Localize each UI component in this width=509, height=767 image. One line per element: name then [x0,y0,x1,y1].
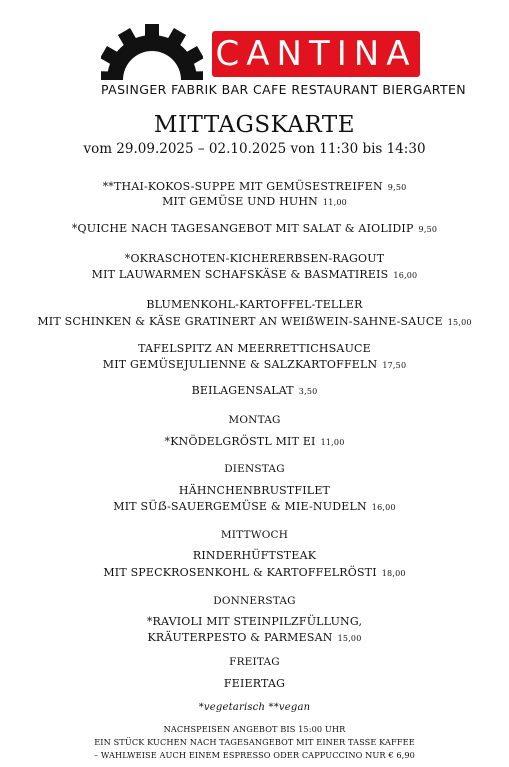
footer-line: – WAHLWEISE AUCH EINEM ESPRESSO ODER CAPPUCCINO NUR € 6,90 [94,750,415,760]
price: 16,00 [371,503,396,512]
price: 11,00 [323,198,347,207]
price: 9,50 [387,183,407,192]
menu-item-line: RINDERHÜFTSTEAK [192,549,317,562]
logo [0,0,509,110]
brand-name: CANTINA [215,34,417,74]
menu-item-line: HÄHNCHENBRUSTFILET [178,484,331,497]
menu-item-line: BEILAGENSALAT 3,50 [191,384,318,397]
price: 3,50 [298,387,318,396]
price: 15,00 [337,634,362,643]
footer-line: EIN STÜCK KUCHEN NACH TAGESANGEBOT MIT EINER TASSE KAFFEE [94,737,415,747]
menu-item-line: *QUICHE NACH TAGESANGEBOT MIT SALAT & AIOLIDIP 9,50 [71,222,438,235]
price: 16,00 [393,271,418,280]
menu-item-line: *OKRASCHOTEN-KICHERERBSEN-RAGOUT [124,252,385,265]
menu-item-line: MIT LAUWARMEN SCHAFSKÄSE & BASMATIREIS 16,00 [91,268,418,281]
price: 9,50 [418,225,438,234]
day-heading: MONTAG [228,414,281,426]
tagline: PASINGER FABRIK BAR CAFE RESTAURANT BIERGARTEN [101,82,467,97]
day-heading: DONNERSTAG [213,595,296,607]
menu-item-line: MIT SCHINKEN & KÄSE GRATINERT AN WEIẞWEIN-SAHNE-SAUCE 15,00 [37,315,472,328]
menu-item-line: BLUMENKOHL-KARTOFFEL-TELLER [146,298,363,311]
diet-legend: *vegetarisch **vegan [198,702,311,713]
price: 18,00 [381,569,406,578]
menu-item-line: MIT SPECKROSENKOHL & KARTOFFELRÖSTI 18,00 [103,566,406,579]
menu-item-line: **THAI-KOKOS-SUPPE MIT GEMÜSESTREIFEN 9,50 [102,180,407,193]
day-heading: MITTWOCH [220,529,289,541]
menu-item-line: TAFELSPITZ AN MEERRETTICHSAUCE [138,342,371,355]
price: 15,00 [447,318,472,327]
menu-item-line: *RAVIOLI MIT STEINPILZFÜLLUNG, [146,615,363,628]
footer-line: NACHSPEISEN ANGEBOT BIS 15:00 UHR [163,724,346,734]
menu-item-line: FEIERTAG [223,677,286,690]
menu-item-line: MIT GEMÜSE UND HUHN 11,00 [162,195,347,208]
page-title: MITTAGSKARTE [153,112,356,138]
day-heading: FREITAG [229,656,280,668]
menu-item-line: MIT SÜẞ-SAUERGEMÜSE & MIE-NUDELN 16,00 [113,500,396,513]
gear-icon [101,24,203,80]
price: 11,00 [320,438,345,447]
brand-logo [212,31,420,77]
menu-item-line: *KNÖDELGRÖSTL MIT EI 11,00 [164,435,345,448]
price: 17,50 [382,361,407,370]
day-heading: DIENSTAG [224,463,285,475]
menu-item-line: KRÄUTERPESTO & PARMESAN 15,00 [147,631,362,644]
menu-item-line: MIT GEMÜSEJULIENNE & SALZKARTOFFELN 17,50 [102,358,407,371]
date-range: vom 29.09.2025 – 02.10.2025 von 11:30 bis 14:30 [83,141,426,157]
